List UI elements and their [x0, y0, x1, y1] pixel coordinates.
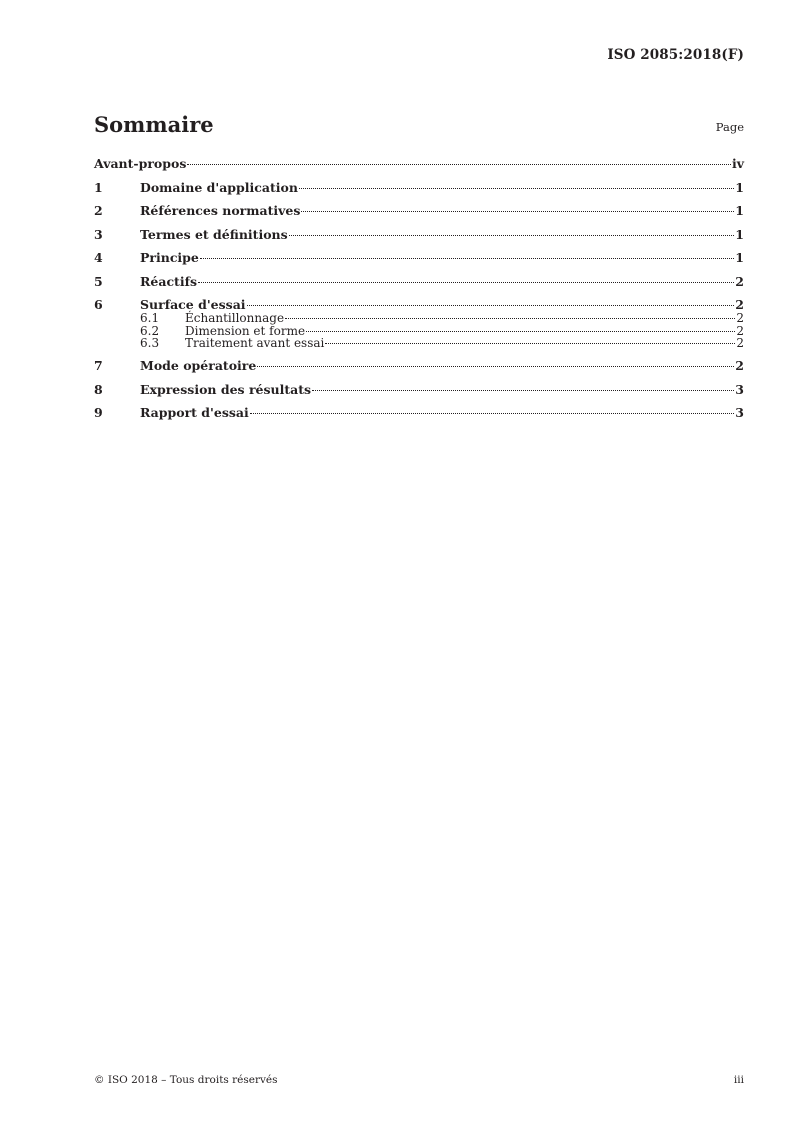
toc-entry-clause-1[interactable] — [94, 180, 744, 195]
dot-leader — [285, 318, 735, 319]
toc-entry-label: Principe — [140, 250, 199, 265]
toc-entry-number: 9 — [94, 405, 103, 420]
dot-leader — [301, 211, 734, 212]
toc-entry-preface[interactable] — [94, 156, 744, 171]
toc-entry-clause-5[interactable] — [94, 274, 744, 289]
toc-entry-label: Mode opératoire — [140, 358, 257, 373]
toc-entry-page: 2 — [735, 358, 744, 373]
toc-entry-number: 5 — [94, 273, 103, 289]
dot-leader — [247, 305, 735, 306]
dot-leader — [299, 188, 734, 189]
toc-entry-clause-9[interactable] — [94, 405, 744, 420]
toc-entry-label: Termes et définitions — [140, 226, 288, 242]
footer-copyright: © ISO 2018 – Tous droits réservés — [94, 1074, 278, 1086]
dot-leader — [257, 366, 734, 367]
toc-entry-page: 2 — [736, 336, 744, 350]
dot-leader — [306, 331, 735, 332]
toc-entry-page: 2 — [736, 311, 744, 325]
toc-entry-page: 2 — [735, 297, 744, 312]
dot-leader — [325, 343, 735, 344]
toc-entry-subclause-6-1[interactable] — [94, 312, 744, 325]
toc-entry-clause-6[interactable] — [94, 297, 744, 312]
table-of-contents — [94, 156, 744, 429]
toc-entry-label: Avant-propos — [94, 156, 187, 171]
toc-entry-clause-2[interactable] — [94, 203, 744, 218]
toc-entry-number: 7 — [94, 358, 103, 373]
toc-entry-label: Références normatives — [140, 203, 301, 218]
toc-title: Sommaire — [94, 112, 214, 137]
document-reference: ISO 2085:2018(F) — [607, 47, 744, 63]
toc-entry-page: 3 — [735, 381, 744, 397]
toc-entry-page: 3 — [735, 405, 744, 420]
toc-entry-label: Réactifs — [140, 273, 197, 289]
page-column-label: Page — [715, 120, 744, 134]
toc-entry-number: 4 — [94, 250, 103, 265]
toc-entry-page: 1 — [735, 250, 744, 265]
toc-entry-label: Surface d'essai — [140, 297, 246, 312]
toc-entry-page: 2 — [736, 323, 744, 338]
toc-entry-number: 8 — [94, 381, 103, 397]
toc-entry-number: 6 — [94, 297, 103, 312]
dot-leader — [250, 413, 735, 414]
toc-entry-label: Expression des résultats — [140, 381, 312, 397]
toc-entry-page: 1 — [735, 203, 744, 218]
toc-title-row — [94, 112, 744, 140]
footer-page-number: iii — [733, 1074, 744, 1086]
toc-entry-number: 6.3 — [140, 336, 160, 350]
toc-entry-clause-8[interactable] — [94, 382, 744, 397]
dot-leader — [198, 282, 734, 283]
toc-entry-page: 1 — [735, 226, 744, 242]
toc-entry-number: 2 — [94, 203, 103, 218]
toc-entry-page: 1 — [735, 179, 744, 195]
toc-entry-label: Traitement avant essai — [185, 336, 325, 350]
dot-leader — [289, 235, 735, 236]
toc-entry-subclause-6-3[interactable] — [94, 337, 744, 350]
toc-entry-page: iv — [731, 156, 744, 171]
toc-entry-label: Dimension et forme — [185, 323, 306, 338]
toc-entry-label: Échantillonnage — [185, 311, 285, 325]
toc-entry-label: Domaine d'application — [140, 179, 298, 195]
toc-entry-number: 6.1 — [140, 311, 160, 325]
toc-entry-clause-3[interactable] — [94, 227, 744, 242]
toc-entry-number: 1 — [94, 179, 103, 195]
toc-entry-number: 6.2 — [140, 323, 160, 338]
dot-leader — [312, 390, 734, 391]
toc-entry-clause-4[interactable] — [94, 250, 744, 265]
toc-entry-label: Rapport d'essai — [140, 405, 249, 420]
dot-leader — [200, 258, 734, 259]
dot-leader — [187, 164, 731, 165]
toc-entry-page: 2 — [735, 273, 744, 289]
toc-entry-number: 3 — [94, 226, 103, 242]
toc-entry-clause-7[interactable] — [94, 358, 744, 373]
